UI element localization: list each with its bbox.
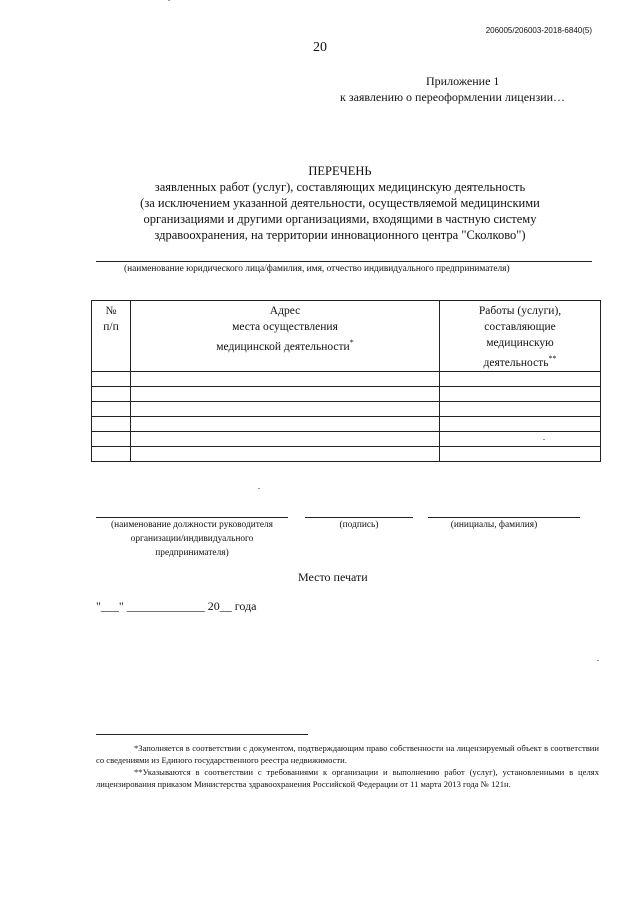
table-row xyxy=(92,371,601,386)
table-row xyxy=(92,446,601,461)
table-header-row xyxy=(92,301,601,372)
seal-placeholder: Место печати xyxy=(298,570,368,584)
scan-speck xyxy=(258,488,260,489)
works-table xyxy=(91,300,601,462)
col-works-header: Работы (услуги), составляющие медицинскую деятельность** xyxy=(440,301,601,372)
title-line: здравоохранения, на территории инновационного центра "Сколково") xyxy=(154,228,526,242)
footnote-mark: ** xyxy=(548,354,557,363)
document-title xyxy=(100,163,580,243)
scan-speck xyxy=(543,439,545,440)
signature-caption: (подпись) xyxy=(339,520,379,530)
table-row xyxy=(92,416,601,431)
footnote-separator xyxy=(96,734,308,735)
appendix-label: Приложение 1 xyxy=(426,74,500,88)
footnote-mark: * xyxy=(349,338,354,347)
title-line: заявленных работ (услуг), составляющих медицинскую деятельность xyxy=(154,180,526,194)
date-line: "___" _____________ 20__ года xyxy=(96,599,257,613)
table-row xyxy=(92,401,601,416)
position-caption: (наименование должности руководителя организации/индивидуального предпринимателя) xyxy=(111,520,273,558)
document-id: 206005/206003-2018-6840(5) xyxy=(485,26,592,35)
scan-speck xyxy=(597,660,599,661)
table-row xyxy=(92,386,601,401)
name-caption: (инициалы, фамилия) xyxy=(450,520,538,530)
footnote-1: *Заполняется в соответствии с документом, подтверждающим право собственности на лицензируемый объект в соответствии со сведениями из Единого государственного реестра недвижимости. xyxy=(96,743,599,765)
footnotes xyxy=(96,742,599,790)
appendix-reference: к заявлению о переоформлении лицензии… xyxy=(340,90,566,104)
col-number-header: № п/п xyxy=(92,301,131,372)
entity-name-caption: (наименование юридического лица/фамилия, имя, отчество индивидуального предпринимателя) xyxy=(124,264,510,274)
footnote-2: **Указываются в соответствии с требованиями к организации и выполнению работ (услуг), установленными в целях лицензирования приказом Министерства здравоохранения Российской Федерации от 11 марта 2013 года № 121н. xyxy=(96,767,599,789)
title-heading: ПЕРЕЧЕНЬ xyxy=(308,164,372,178)
scan-speck xyxy=(168,0,170,1)
col-address-header: Адрес места осуществления медицинской деятельности* xyxy=(131,301,440,372)
table-row xyxy=(92,431,601,446)
title-line: (за исключением указанной деятельности, осуществляемой медицинскими xyxy=(140,196,540,210)
entity-name-line xyxy=(96,261,592,262)
page-number: 20 xyxy=(313,40,327,55)
title-line: организациями и другими организациями, входящими в частную систему xyxy=(143,212,537,226)
